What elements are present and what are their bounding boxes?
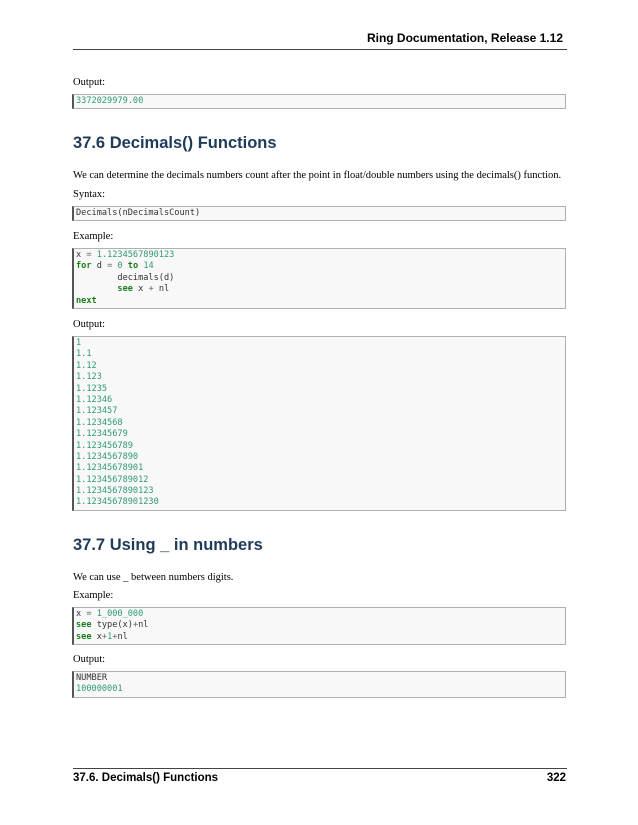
code-line: see x+1+nl xyxy=(76,631,128,642)
syntax-code-block xyxy=(72,206,566,221)
code-line: next xyxy=(76,295,97,306)
footer-rule xyxy=(73,768,567,769)
header-rule xyxy=(73,49,567,50)
page-header-title: Ring Documentation, Release 1.12 xyxy=(366,31,563,45)
output-code-block xyxy=(72,336,566,511)
output-line: NUMBER xyxy=(76,673,108,683)
output-line: 1.12345678901 xyxy=(76,463,144,474)
code-line: see x + nl xyxy=(117,284,170,295)
code-line: x = 1_000_000 xyxy=(76,609,144,619)
example-code-block xyxy=(72,607,566,645)
output-line: 100000001 xyxy=(76,684,123,695)
syntax-label: Syntax: xyxy=(73,189,106,200)
output-code-block xyxy=(72,671,566,698)
syntax-code: Decimals(nDecimalsCount) xyxy=(76,208,201,218)
output-line: 1.123457 xyxy=(76,406,118,417)
output-label: Output: xyxy=(73,77,106,88)
output-line: 1.123456789012 xyxy=(76,474,149,485)
footer-page-number: 322 xyxy=(546,772,566,784)
section-heading-decimals: 37.6 Decimals() Functions xyxy=(73,134,277,152)
example-code-block xyxy=(72,248,566,309)
output-label: Output: xyxy=(73,319,106,330)
code-line: see type(x)+nl xyxy=(76,620,149,631)
output-line: 1.1 xyxy=(76,349,92,360)
section-description: We can use _ between numbers digits. xyxy=(73,572,234,583)
code-line: for d = 0 to 14 xyxy=(76,261,154,272)
output-line: 1.123 xyxy=(76,372,102,383)
code-line: x = 1.1234567890123 xyxy=(76,250,175,260)
section-description: We can determine the decimals numbers count after the point in float/double numbers using the decimals() function. xyxy=(73,170,562,181)
code-line: decimals(d) xyxy=(76,272,175,283)
output-line: 1.1234567890 xyxy=(76,451,139,462)
output-line: 1.1234567890123 xyxy=(76,486,154,497)
output-line: 1.123456789 xyxy=(76,440,133,451)
example-label: Example: xyxy=(73,231,114,242)
output-line: 1.1234568 xyxy=(76,417,123,428)
example-label: Example: xyxy=(73,590,114,601)
output-code-block xyxy=(72,94,566,109)
output-line: 1 xyxy=(76,338,82,348)
output-value: 3372029979.00 xyxy=(76,96,144,106)
output-line: 1.12346 xyxy=(76,394,113,405)
output-line: 1.12345678901230 xyxy=(76,497,159,508)
footer-section-title: 37.6. Decimals() Functions xyxy=(73,772,219,784)
output-line: 1.12345679 xyxy=(76,429,128,440)
output-line: 1.1235 xyxy=(76,383,108,394)
output-label: Output: xyxy=(73,654,106,665)
output-line: 1.12 xyxy=(76,360,97,371)
section-heading-underscore: 37.7 Using _ in numbers xyxy=(73,536,263,554)
